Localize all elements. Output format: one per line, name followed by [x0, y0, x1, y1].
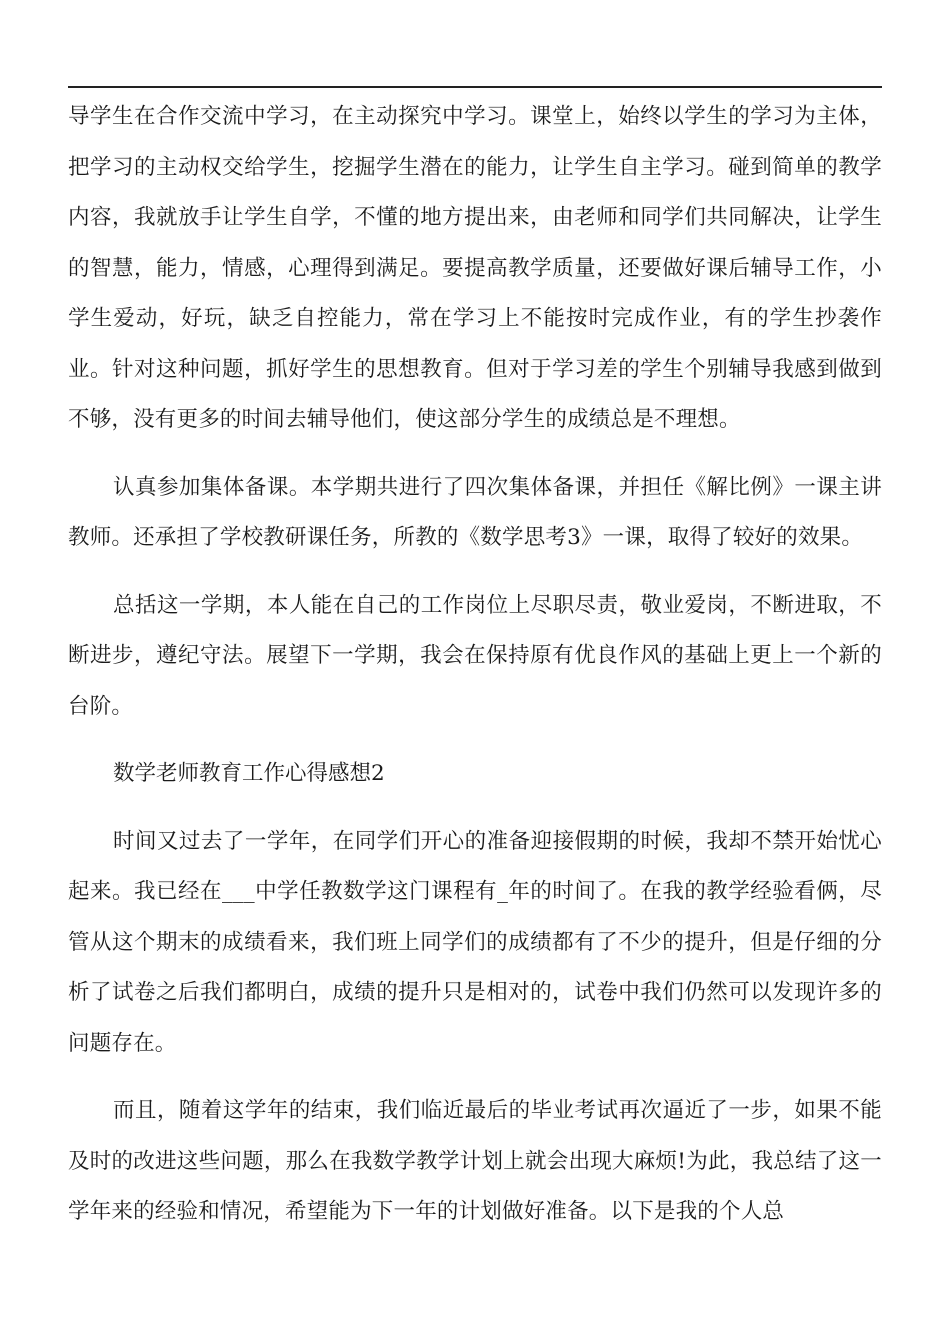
- paragraph-semester-summary: 总括这一学期，本人能在自己的工作岗位上尽职尽责，敬业爱岗，不断进取，不断进步，遵纪守法。展望下一学期，我会在保持原有优良作风的基础上更上一个新的台阶。: [68, 592, 882, 719]
- paragraph-exam-preparation: 而且，随着这学年的结束，我们临近最后的毕业考试再次逼近了一步，如果不能及时的改进这些问题，那么在我数学教学计划上就会出现大麻烦!为此，我总结了这一学年来的经验和情况，希望能为下一年的计划做好准备。以下是我的个人总: [68, 1098, 882, 1224]
- paragraph-year-reflection: 时间又过去了一学年，在同学们开心的准备迎接假期的时候，我却不禁开始忧心起来。我已经在___中学任教数学这门课程有_年的时间了。在我的教学经验看俩，尽管从这个期末的成绩看来，我们班上同学们的成绩都有了不少的提升，但是仔细的分析了试卷之后我们都明白，成绩的提升只是相对的，试卷中我们仍然可以发现许多的问题存在。: [68, 828, 882, 1056]
- header-rule: [68, 86, 882, 88]
- section-heading: 数学老师教育工作心得感想2: [113, 761, 385, 786]
- paragraph-continuation: 导学生在合作交流中学习，在主动探究中学习。课堂上，始终以学生的学习为主体，把学习的主动权交给学生，挖掘学生潜在的能力，让学生自主学习。碰到简单的教学内容，我就放手让学生自学，不懂的地方提出来，由老师和同学们共同解决，让学生的智慧，能力，情感，心理得到满足。要提高教学质量，还要做好课后辅导工作，小学生爱动，好玩，缺乏自控能力，常在学习上不能按时完成作业，有的学生抄袭作业。针对这种问题，抓好学生的思想教育。但对于学习差的学生个别辅导我感到做到不够，没有更多的时间去辅导他们，使这部分学生的成绩总是不理想。: [68, 104, 882, 432]
- paragraph-collective-lesson-prep: 认真参加集体备课。本学期共进行了四次集体备课，并担任《解比例》一课主讲教师。还承担了学校教研课任务，所教的《数学思考3》一课，取得了较好的效果。: [68, 474, 882, 550]
- document-body: [68, 92, 882, 1255]
